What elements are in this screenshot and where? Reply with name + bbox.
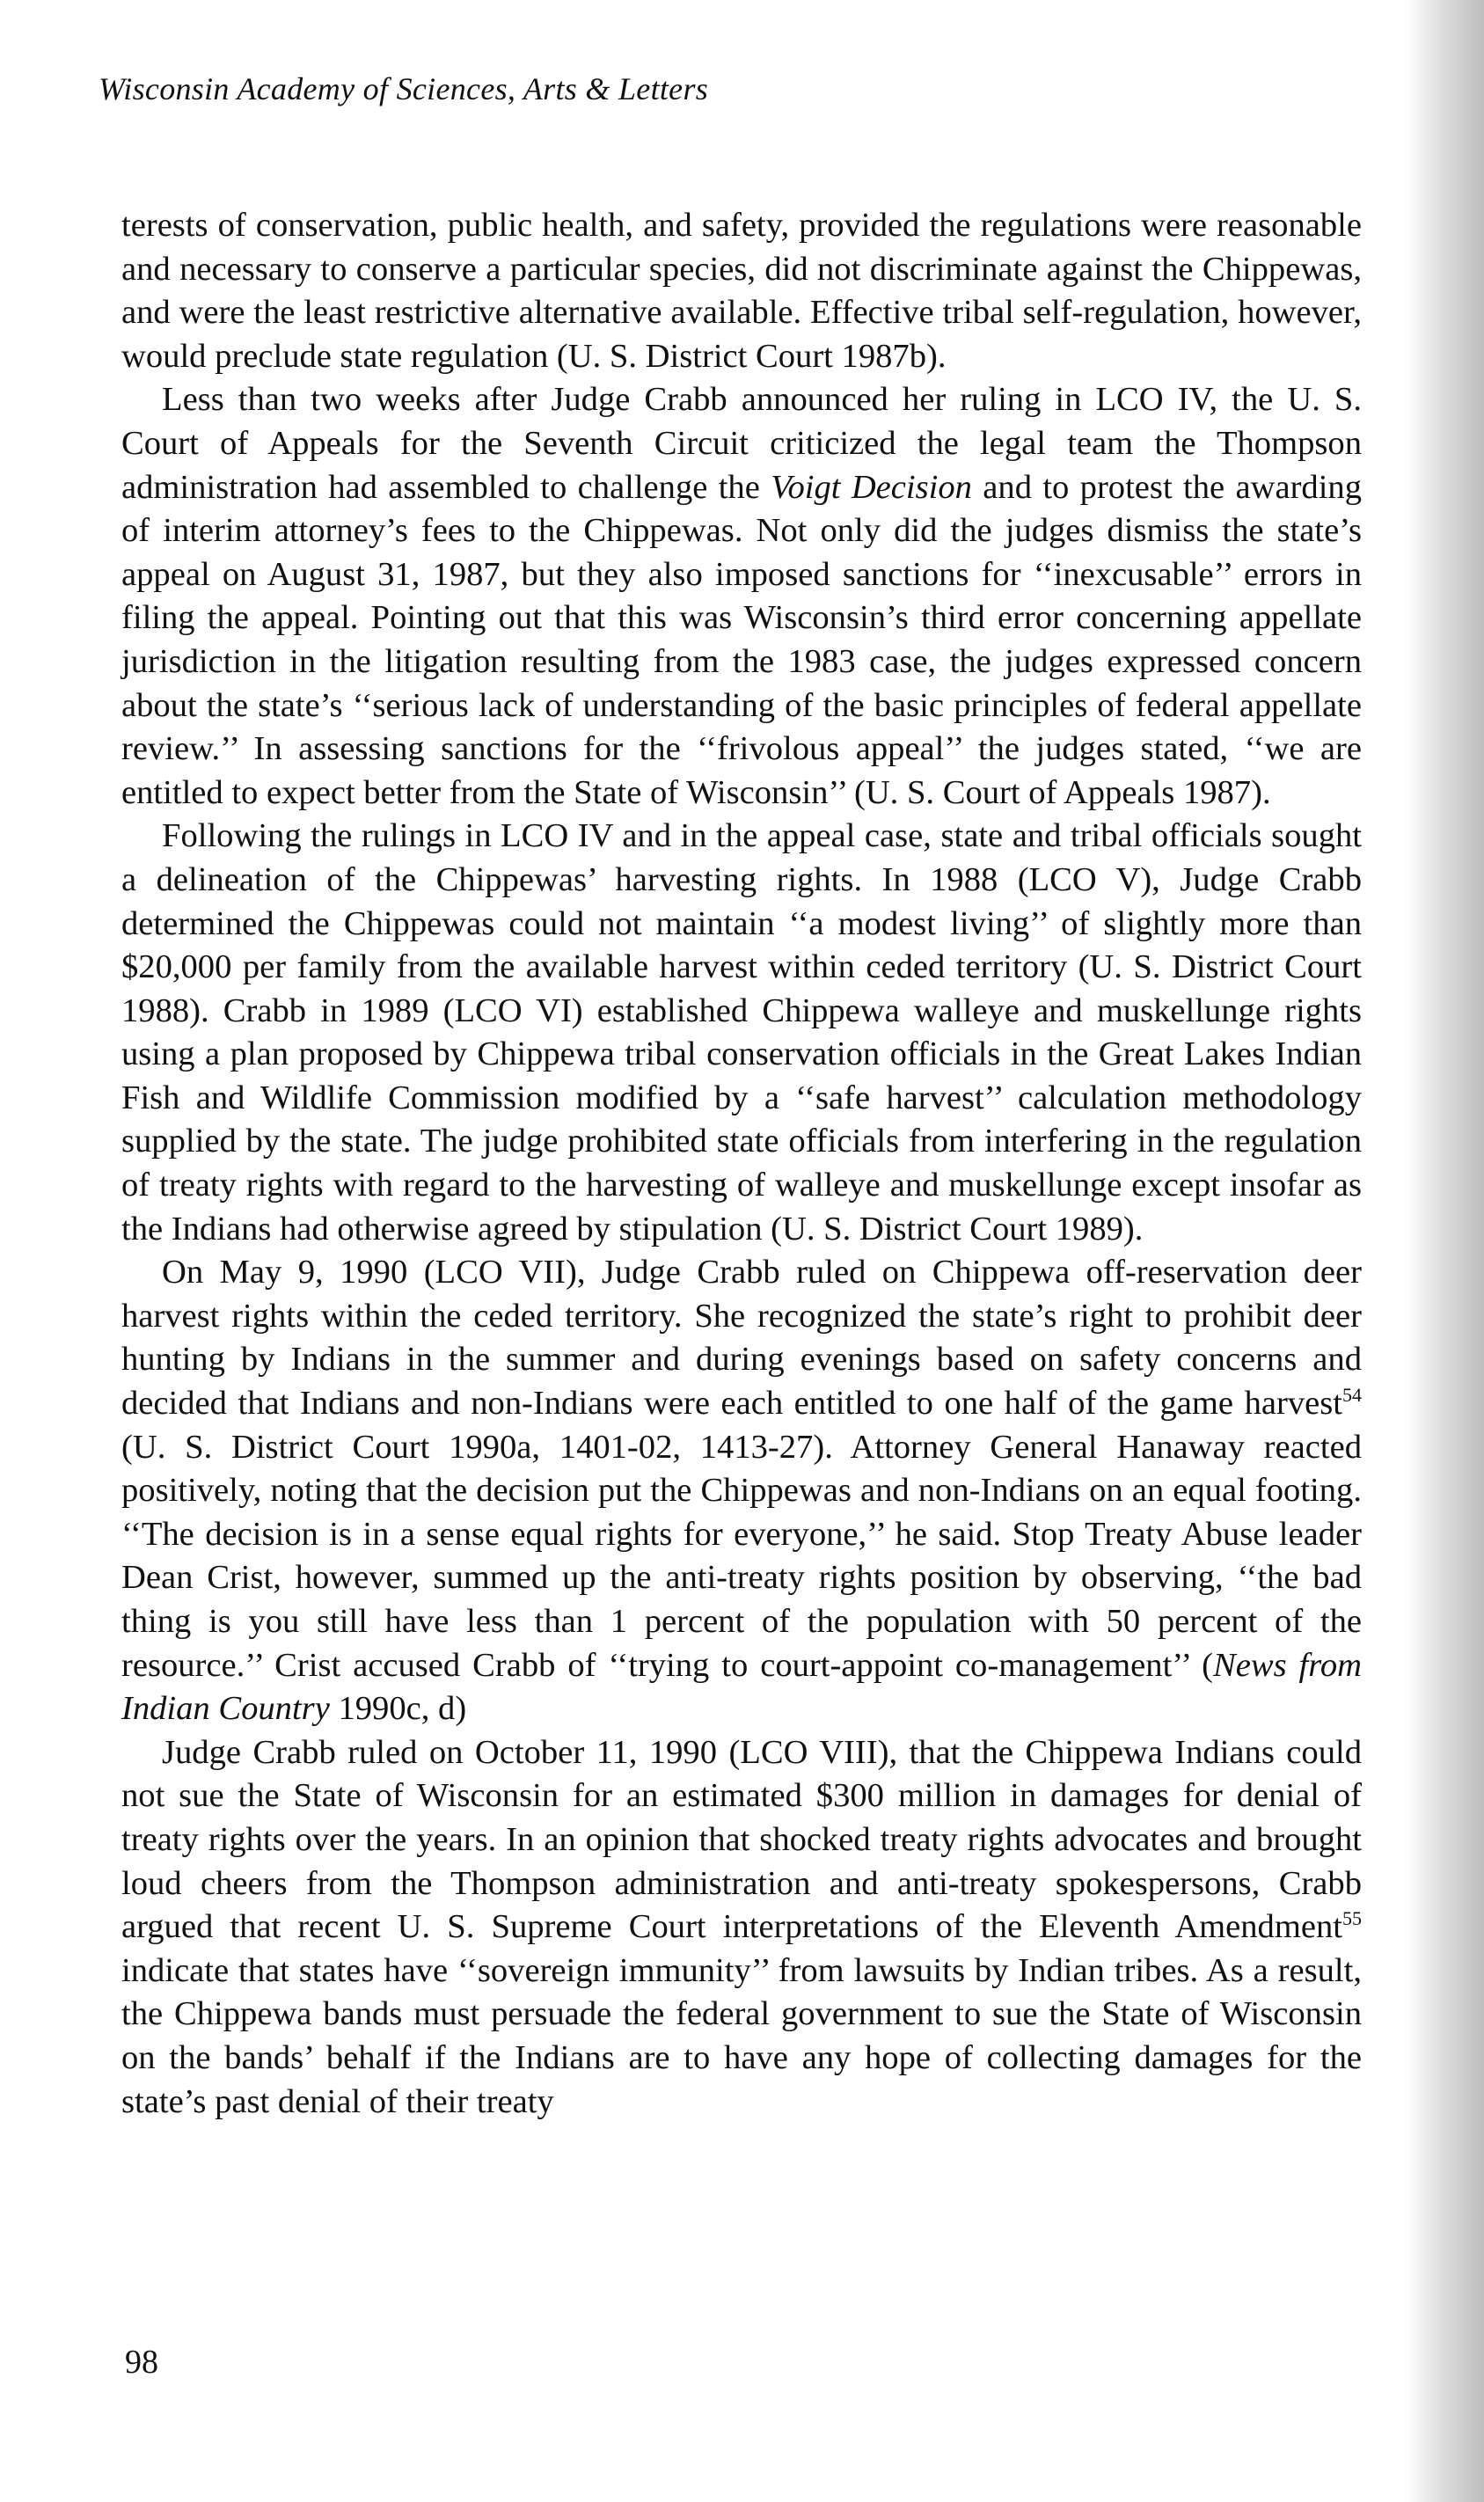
- page-edge-shadow: [1405, 0, 1484, 2502]
- paragraph: [121, 1251, 1362, 1731]
- paragraph: [121, 1731, 1362, 2124]
- paragraph-continued: [121, 204, 1362, 378]
- paragraph-text: Less than two weeks after Judge Crabb announced her ruling in LCO IV, the U. S. Court of Appeals for the Seventh Circuit criticized the legal team the Thompson administration had assembled to challenge the: [121, 381, 1362, 506]
- paragraph: [121, 815, 1362, 1251]
- paragraph-text: 1990c, d): [329, 1690, 467, 1728]
- paragraph-text: and to protest the awarding of interim attorney’s fees to the Chippewas. Not only did the judges dismiss the state’s appeal on August 31, 1987, but they also imposed sanctions for ‘‘inexcusable’’ errors in filing the appeal. Pointing out that this was Wisconsin’s third error concerning appellate jurisdiction in the litigation resulting from the 1983 case, the judges expressed concern about the state’s ‘‘serious lack of understanding of the basic principles of federal appellate review.’’ In assessing sanctions for the ‘‘frivolous appeal’’ the judges stated, ‘‘we are entitled to expect better from the State of Wisconsin’’ (U. S. Court of Appeals 1987).: [121, 468, 1362, 811]
- footnote-marker: 54: [1342, 1384, 1362, 1407]
- paragraph-text: Judge Crabb ruled on October 11, 1990 (LCO VIII), that the Chippewa Indians could not sue the State of Wisconsin for an estimated $300 million in damages for denial of treaty rights over the years. In an opinion that shocked treaty rights advocates and brought loud cheers from the Thompson administration and anti-treaty spokespersons, Crabb argued that recent U. S. Supreme Court interpretations of the Eleventh Amendment: [121, 1733, 1362, 1946]
- paragraph-text: On May 9, 1990 (LCO VII), Judge Crabb ruled on Chippewa off-reservation deer harvest rights within the ceded territory. She recognized the state’s right to prohibit deer hunting by Indians in the summer and during evenings based on safety concerns and decided that Indians and non-Indians were each entitled to one half of the game harvest: [121, 1254, 1362, 1423]
- paragraph-text: Following the rulings in LCO IV and in the appeal case, state and tribal officials sought a delineation of the Chippewas’ harvesting rights. In 1988 (LCO V), Judge Crabb determined the Chippewas could not maintain ‘‘a modest living’’ of slightly more than $20,000 per family from the available harvest within ceded territory (U. S. District Court 1988). Crabb in 1989 (LCO VI) established Chippewa walleye and muskellunge rights using a plan proposed by Chippewa tribal conservation officials in the Great Lakes Indian Fish and Wildlife Commission modified by a ‘‘safe harvest’’ calculation methodology supplied by the state. The judge prohibited state officials from interfering in the regulation of treaty rights with regard to the harvesting of walleye and muskellunge except insofar as the Indians had otherwise agreed by stipulation (U. S. District Court 1989).: [121, 817, 1362, 1247]
- paragraph: [121, 378, 1362, 815]
- italic-publication-name: News from Indian Country: [121, 1646, 1362, 1728]
- paragraph-text: indicate that states have ‘‘sovereign immunity’’ from lawsuits by Indian tribes. As a result, the Chippewa bands must persuade the federal government to sue the State of Wisconsin on the bands’ behalf if the Indians are to have any hope of collecting damages for the state’s past denial of their treaty: [121, 1951, 1362, 2120]
- page-number: 98: [125, 2344, 158, 2381]
- running-header: Wisconsin Academy of Sciences, Arts & Letters: [99, 71, 709, 106]
- footnote-marker: 55: [1342, 1907, 1362, 1930]
- paragraph-text: terests of conservation, public health, and safety, provided the regulations were reasonable and necessary to conserve a particular species, did not discriminate against the Chippewas, and were the least restrictive alternative available. Effective tribal self-regulation, however, would preclude state regulation (U. S. District Court 1987b).: [121, 207, 1362, 375]
- body-text: [121, 204, 1362, 2124]
- paragraph-text: (U. S. District Court 1990a, 1401-02, 1413-27). Attorney General Hanaway reacted positively, noting that the decision put the Chippewas and non-Indians on an equal footing. ‘‘The decision is in a sense equal rights for everyone,’’ he said. Stop Treaty Abuse leader Dean Crist, however, summed up the anti-treaty rights position by observing, ‘‘the bad thing is you still have less than 1 percent of the population with 50 percent of the resource.’’ Crist accused Crabb of ‘‘trying to court-appoint co-management’’ (: [121, 1428, 1362, 1684]
- italic-case-name: Voigt Decision: [771, 468, 972, 506]
